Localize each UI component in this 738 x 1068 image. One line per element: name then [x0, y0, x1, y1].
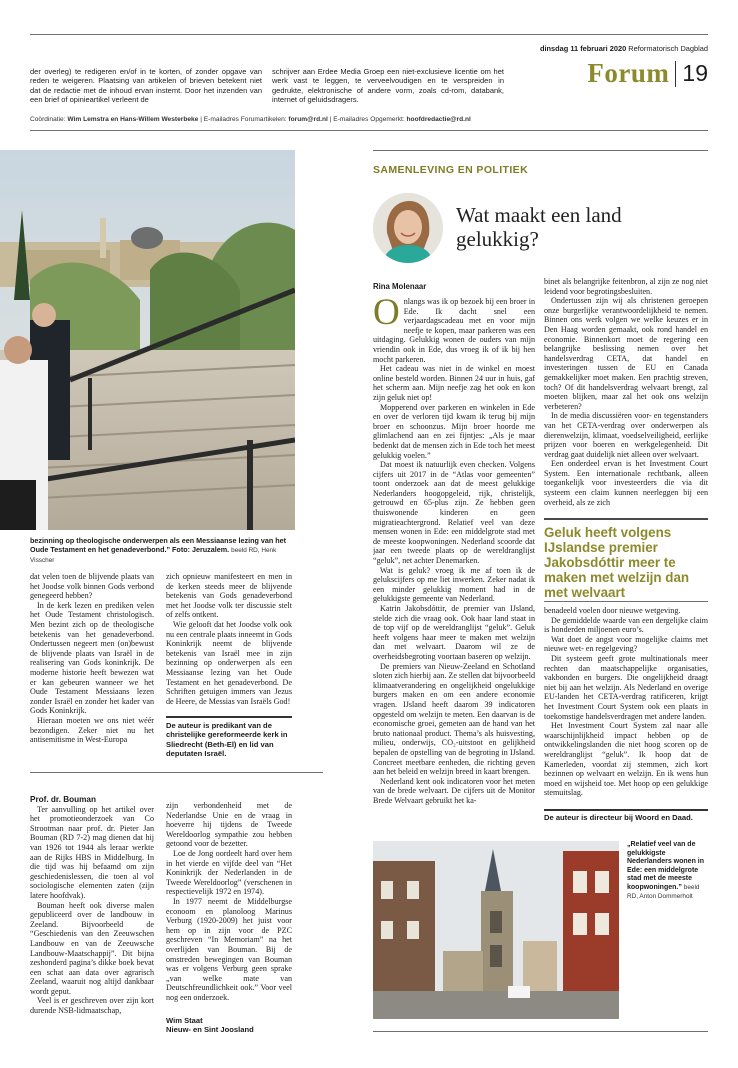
article-author: Rina Molenaar: [373, 282, 427, 291]
jerusalem-photo: [0, 150, 295, 530]
coordination-line: Coördinatie: Wim Lemstra en Hans-Willem Westerbeke | E-mailadres Forumartikelen: forum@rd.nl | E-mailadres Opgemerkt: hoofdredactie@rd.nl: [30, 116, 471, 123]
issue-date-line: [540, 44, 708, 53]
letter-col2: zijn verbondenheid met de Nederlandse Unie en de vraag in hoeverre hij tijdens de Tweede Wereldoorlog sympathie zou hebben getoond voor de bezetter. Loe de Jong oordeelt hard over hem in het vierde en vijfde deel van “Het Koninkrijk der Nederlanden in de Tweede Wereldoorlog” (verschenen in respectievelijk 1972 en 1974). In 1977 neemt de Middelburgse econoom en planoloog Marinus Verburg (1920-2009) het juist voor hem op in zijn voor de PZC geschreven “In Memoriam” na het overlijden van Bouman. Bij de omstreden bewegingen van Bouman was er volgens Verburg geen sprake „van welke mate van Deutschfreundlichkeit ook.” Voor veel nog een onderzoek.: [166, 801, 292, 1002]
ede-photo-caption: „Relatief veel van de gelukkigste Nederlanders wonen in Ede: een middelgrote stad met de meeste koopwoningen.” beeld RD, Anton Dommerholt: [627, 841, 705, 900]
article-category: SAMENLEVING EN POLITIEK: [373, 164, 529, 176]
ede-photo: [373, 841, 619, 1019]
intro-text-col2: schrijver aan Erdee Media Groep een niet-exclusieve licentie om het werk vast te leggen, te verveelvoudigen en te verspreiden in gedrukte, elektronische of andere vorm, zoals cd-rom, databank, internet of geluidsdragers.: [272, 67, 504, 104]
left-author-note: De auteur is predikant van de christelijke gereformeerde kerk in Sliedrecht (Beth-El) en lid van deputaten Israël.: [166, 721, 288, 759]
letter-signature-place: Nieuw- en Sint Joosland: [166, 1025, 254, 1035]
masthead-divider: [675, 61, 676, 87]
section-masthead: [587, 58, 708, 89]
issue-date: dinsdag 11 februari 2020: [539, 44, 627, 53]
right-author-note: De auteur is directeur bij Woord en Daad.: [544, 813, 693, 822]
article-title: Wat maakt een land gelukkig?: [456, 203, 622, 251]
opinion-email: hoofdredactie@rd.nl: [406, 116, 471, 123]
left-article-col1: dat velen toen de blijvende plaats van het Joodse volk binnen Gods verbond genegeerd hebben? In de kerk lezen en prediken velen het Oude Testament christologisch. Men bezint zich op de theologische betekenis van het genadeverbond. Ondertussen negeert men (on)bewust de blijvende plaats van Israël in de realisering van Gods koninkrijk. De moderne historie heeft bewezen wat er kan gebeuren wanneer we het Oude Testament Messiaans lezen zonder Israël en zonder het kader van Gods Koninkrijk. Hieraan moeten we ons niet wéér bezondigen. Zeker niet nu het antisemitisme in West-Europa: [30, 572, 154, 745]
ede-photo-credit: beeld RD, Anton Dommerholt: [627, 883, 700, 900]
letter-signature-name: Wim Staat: [166, 1016, 203, 1025]
photo-caption-left: bezinning op theologische onderwerpen als een Messiaanse lezing van het Oude Testament en het genadeverbond.” Foto: Jeruzalem. beeld RD, Henk Visscher: [30, 536, 287, 564]
jerusalem-illustration: [0, 150, 295, 530]
ede-church-illustration: [373, 841, 619, 1019]
right-article-col1: O nlangs was ik op bezoek bij een broer in Ede. Ik dacht snel een verjaardagscadeau met en voor mijn neefje te kopen, maar parkeren was een uitdaging. Gelukkig wonen de ouders van mijn vriendin ook in Ede, dus vroeg ik of ik bij hen mocht parkeren. Het cadeau was niet in de winkel en moest online besteld worden. Binnen 24 uur in huis, gaf het scherm aan. Mijn neefje zag het ook en kon zijn geluk niet op! Mopperend over parkeren en winkelen in Ede en over de verloren tijd kwam ik terug bij mijn broer en schoonzus. Mijn broer hoorde me glimlachend aan en zei fijntjes: „Als je maar bedenkt dat de mensen zich in Ede toch het meest gelukkig voelen.” Dat moest ik natuurlijk even checken. Volgens cijfers uit 2017 in de “Atlas voor gemeenten” toont onderzoek aan dat de meest gelukkige Nederlanders hoogopgeleid, rijk, christelijk, getrouwd en 65-plus zijn. Ze hebben geen thuiswonende kinderen en geen migratieachtergrond. Relatief veel van deze mensen wonen in Ede: een middelgrote stad met de meeste koopwoningen. Nederland scoorde dat jaar een tweede plaats op de wereldranglijst “geluk”, net achter Denemarken. Wat is geluk? vroeg ik me af toen ik de gelukscijfers op me liet inwerken. Zeker nadat ik een minder gelukkig moment had in de gelukkigste gemeente van Nederland. Katrin Jakobsdóttir, de premier van IJsland, stelde zich die vraag ook. Ook haar land staat in de top vijf op de wereldranglijst “geluk”. Geluk heeft volgens haar meer te maken met welzijn dan met welvaart. Daarom wil ze de overheidsbegroting voortaan baseren op welzijn. De premiers van Nieuw-Zeeland en Schotland sloten zich hierbij aan. Ze stellen dat bijvoorbeeld klimaatverandering en ongelijkheid ongelukkige burgers maken en om een andere economie vragen. IJsland heeft daarom 39 indicatoren opgesteld om welzijn te meten. Een daarvan is de economische groei, gemeten aan de hand van het bruto nationaal product. Thema’s als huisvesting, milieu, onderwijs, CO₂-uitstoot en gelijkheid bepalen de opstelling van de begroting in IJsland. Concreet meetbare eenheden, die richting geven aan het beleid en welzijn breed in kaart brengen. Nederland kent ook indicatoren voor het meten van de brede welvaart. De cijfers uit de Monitor Brede Welvaart gebruikt het ka-: [373, 297, 535, 805]
author-avatar-icon: [373, 193, 443, 263]
section-name: Forum: [587, 58, 670, 88]
pull-quote: Geluk heeft volgens IJslandse premier Jakobsdóttir meer te maken met welzijn dan met welvaart: [544, 525, 690, 600]
drop-cap: O: [373, 297, 400, 333]
letter-col1: Prof. dr. Bouman Ter aanvulling op het artikel over het promotieonderzoek van Co Strootman naar prof. dr. Pieter Jan Bouman (RD 7-2) mag dienen dat hij van 1926 tot 1944 als leraar werkte aan de Rijks HBS in Middelburg. In die tijd was hij befaamd om zijn geschiedenislessen, die toen al vol sociologische elementen zaten (zijn latere hoofdvak). Bouman heeft ook diverse malen gepubliceerd over de landbouw in Zeeland. Bijvoorbeeld de “Geschiedenis van den Zeeuwschen Landbouw en van de Zeeuwsche Landbouw-Maatschappij”. Dit bijna zeshonderd pagina’s dikke boek bevat een schat aan data over agrarisch Zeeland, waaruit nog altijd dankbaar wordt geput. Veel is er geschreven over zijn kort durende NSB-lidmaatschap,: [30, 795, 154, 1016]
photo-credit-left: beeld RD, Henk Visscher: [30, 547, 277, 564]
forum-email: forum@rd.nl: [288, 116, 328, 123]
left-article-col2: zich opnieuw manifesteert en men in de kerken steeds meer de blijvende betekenis van Gods genadeverbond met het Joodse volk ter discussie stelt of zelfs ontkent. Wie gelooft dat het Joodse volk ook nu een centrale plaats inneemt in Gods Koninkrijk neemt de blijvende betekenis van Israël mee in zijn bezinning op onderwerpen als een Messiaanse lezing van het Oude Testament en het genadeverbond. De Schriften getuigen immers van Jezus de Heere, de Messias van Israëls God!: [166, 572, 292, 706]
right-article-col2-cont: benadeeld voelen door nieuwe wetgeving. De gemiddelde waarde van een dergelijke claim is honderden miljoenen euro’s. Wat doet de angst voor mogelijke claims met nieuwe wet- en regelgeving? Dit systeem geeft grote multinationals meer rechten dan maatschappelijke organisaties, vakbonden en burgers. Die ongelijkheid draagt niet bij aan het welzijn. Als Nederland en overige EU-landen het CETA-verdrag ratificeren, krijgt het Investment Court System ook een plaats in toekomstige handelsverdragen met andere landen. Het Investment Court System zal naar alle waarschijnlijkheid impact hebben op de ontwikkelingslanden die niet hoog scoren op de wereldranglijst “geluk”. Ik hoop dat de Kamerleden, voordat zij stemmen, zich kort bezinnen op welvaart en welzijn. En ik wens hun moed en wijsheid toe. Met hoop op een gelukkige stemuitslag.: [544, 606, 708, 798]
intro-text-col1: der overleg) te redigeren en/of in te korten, of zonder opgave van reden te weigeren. Plaatsing van artikelen of brieven betekent niet dat de redactie met de inhoud ervan instemt. Door het inzenden van een brief of opinieartikel verleent de: [30, 67, 262, 104]
page-number: 19: [682, 60, 708, 86]
coordinators: Wim Lemstra en Hans-Willem Westerbeke: [67, 116, 199, 123]
right-article-col2: binet als belangrijke feitenbron, al zijn ze nog niet leidend voor begrotingsbesluiten. Ondertussen zijn wij als christenen geroepen onze burgerlijke verantwoordelijkheid te nemen. Binnen ons werk volgen we welke keuzes er in Den Haag worden gemaakt, ook rond handel en economie. Binnenkort moet de regering een belangrijke beslissing nemen over het handelsverdrag CETA, dat handel en investeringen tussen de EU en Canada gemakkelijker moet maken. Een prachtig streven, toch? Of dit handelsverdrag welvaart brengt, zal moeten blijken, maar zal het ook ons welzijn verbeteren? In de media discussiëren voor- en tegenstanders van het CETA-verdrag over onderwerpen als dierenwelzijn, klimaat, voedselveiligheid, eerlijke prijzen voor boeren en werkgelegenheid. Dit verdrag gaat duidelijk niet alleen over welvaart. Een onderdeel ervan is het Investment Court System. Een internationale rechtbank, alleen toegankelijk voor investeerders die via dit systeem een claim kunnen neerleggen bij een overheid, als ze zich: [544, 277, 708, 507]
letter-signature: [166, 1016, 292, 1035]
author-portrait: [373, 193, 443, 263]
letter-heading: Prof. dr. Bouman: [30, 795, 96, 804]
newspaper-name: Reformatorisch Dagblad: [628, 44, 708, 53]
